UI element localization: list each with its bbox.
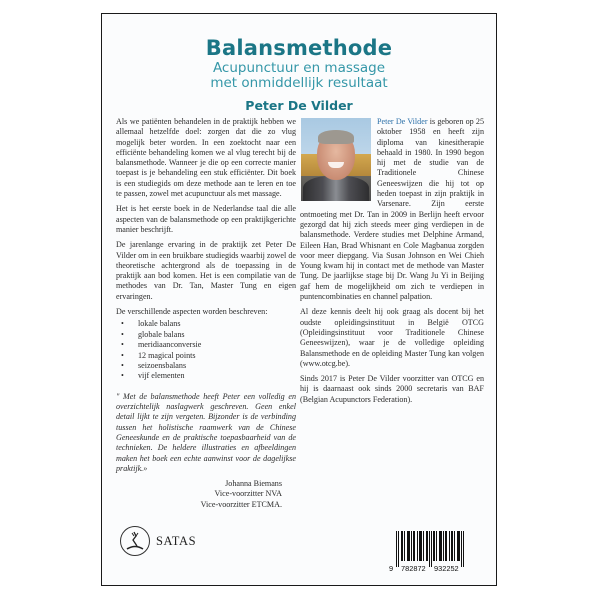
author-bio-paragraph-3: Sinds 2017 is Peter De Vilder voorzitter van OTCG en hij is daarnaast ook sinds 2000 secretaris van BAF (Belgian Acupunctors Federation). <box>300 374 484 404</box>
book-title: Balansmethode <box>205 36 393 60</box>
book-back-cover <box>101 13 497 586</box>
book-subtitle <box>102 61 496 91</box>
isbn-first-digit: 9 <box>389 564 394 573</box>
endorsement-signature <box>116 479 296 510</box>
isbn-group-2: 932252 <box>434 564 459 573</box>
subtitle-line-1: Acupunctuur en massage <box>212 60 386 76</box>
aspect-item: • meridiaanconversie <box>116 340 296 350</box>
aspect-item: • lokale balans <box>116 319 296 329</box>
endorsement-quote: " Met de balansmethode heeft Peter een volledig en overzichtelijk naslagwerk geschreven. Geen enkel detail lijkt te zijn vergeten. Bijzonder is de verbinding tussen het holistische raamwerk van de Chinese Geneeskunde en de praktische toepasbaarheid van de technieken. De heldere illustraties en afbeeldingen maken het boek een echte aanwinst voor de dagelijkse praktijk.» <box>116 391 296 473</box>
satas-logo-icon <box>120 526 150 556</box>
isbn-group-1: 782872 <box>401 564 426 573</box>
blurb-paragraph-3: De jarenlange ervaring in de praktijk zet Peter De Vilder om in een bruikbare studiegids waarbij zowel de theoretische achtergrond als de toepassing in de praktijk aan bod komen. Het is een compilatie van de methodes van Dr. Tan, Master Tung en eigen ervaringen. <box>116 240 296 301</box>
subtitle-line-2: met onmiddellijk resultaat <box>210 75 388 91</box>
aspect-item: • globale balans <box>116 330 296 340</box>
signature-role-1: Vice-voorzitter NVA <box>214 489 282 499</box>
left-column <box>116 117 296 510</box>
signature-role-2: Vice-voorzitter ETCMA. <box>200 499 282 509</box>
author-heading: Peter De Vilder <box>245 98 353 113</box>
aspect-item: • 12 magical points <box>116 351 296 361</box>
publisher-name: SATAS <box>156 534 197 548</box>
blurb-paragraph-1: Als we patiënten behandelen in de praktijk hebben we allemaal hetzelfde doel: zorgen dat die zo vlug mogelijk beter worden. In een zoektocht naar een efficiënte behandeling komen we al vlug terecht bij de balansmethode. Wanneer je die op een correcte manier toepast is je behandeling een stuk efficiënter. Dit boek is een studiegids om deze methode aan te leren en toe te passen, zowel met acupunctuur als met massage. <box>116 117 296 199</box>
author-portrait-photo <box>301 118 371 201</box>
author-bio-paragraph-1: is geboren op 25 oktober 1958 en heeft zijn diploma van kinesitherapie behaald in 1980. In 1990 begon hij met de studie van de Traditionele Chinese Geneeswijzen die hij tot op heden toepast in zijn praktijk in Varsenare. Zijn eerste ontmoeting met Dr. Tan in 2009 in Berlijn heeft ervoor gezorgd dat hij zich steeds meer ging verdiepen in de balansmethode. Verdere studies met Delphine Armand, Eileen Han, Brad Whisnant en Cole Magbanua zorgden voor meer diepgang. Via Susan Johnson en Wei Chieh Young kwam hij in contact met de methode van Master Tung. De jaarlijkse stage bij Dr. Wang Ju Yi in Beijing gaf hem de mogelijkheid om zich te verdiepen in puntencombinaties en channel palpation. <box>300 117 484 302</box>
barcode-bars <box>396 531 468 567</box>
blurb-paragraph-2: Het is het eerste boek in de Nederlandse taal die alle aspecten van de balansmethode op een praktijkgerichte manier beschrijft. <box>116 204 296 234</box>
aspects-list <box>116 319 296 381</box>
photo-hair <box>318 130 354 144</box>
aspect-item: • vijf elementen <box>116 371 296 381</box>
signature-name: Johanna Biemans <box>225 479 282 489</box>
aspect-item: • seizoensbalans <box>116 361 296 371</box>
isbn-barcode <box>389 531 469 573</box>
right-column <box>300 117 484 410</box>
author-name-highlight: Peter De Vilder <box>377 117 428 126</box>
aspects-intro: De verschillende aspecten worden beschreven: <box>116 307 268 317</box>
author-bio-paragraph-2: Al deze kennis deelt hij ook graag als docent bij het oudste opleidingsinstituut in België OTCG (Opleidingsinstituut voor Traditionele Chinese Geneeswijzen), waar je de volledige opleiding Balansmethode en de opleiding Master Tung kan volgen (www.otcg.be). <box>300 307 484 368</box>
